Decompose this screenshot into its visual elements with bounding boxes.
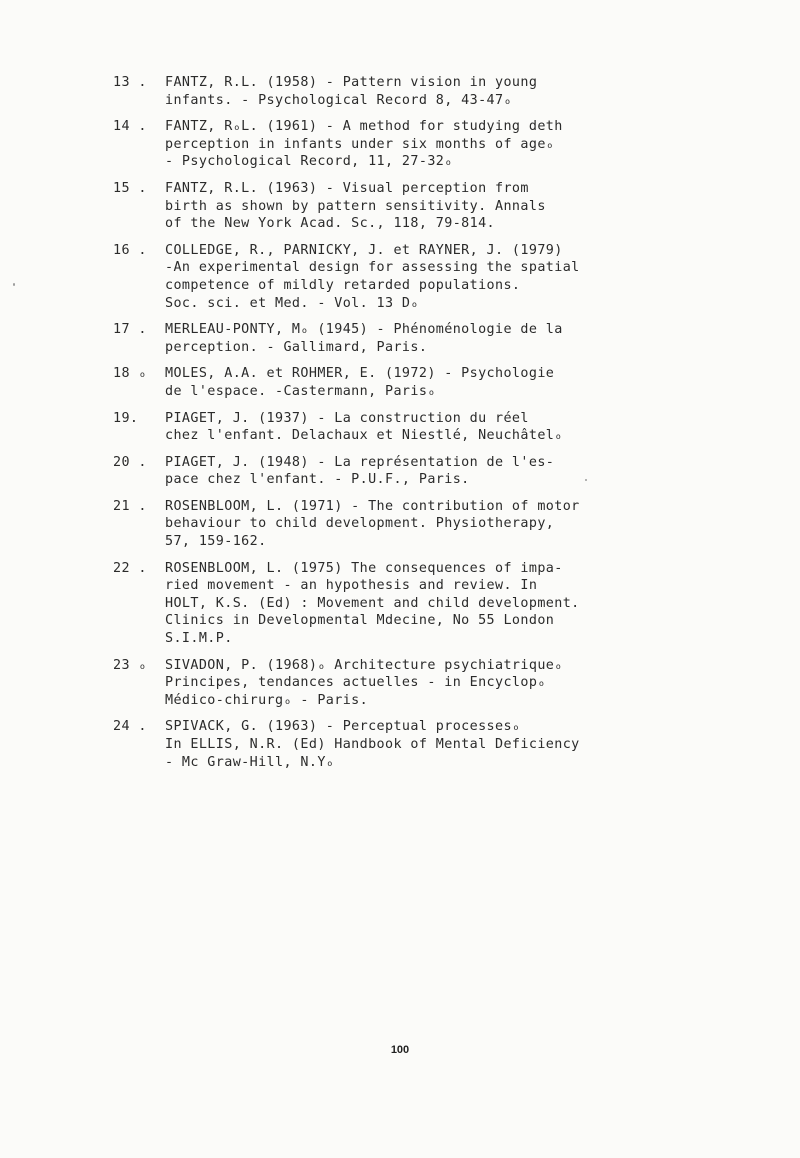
reference-line: competence of mildly retarded populations. — [165, 277, 521, 293]
reference-line: COLLEDGE, R., PARNICKY, J. et RAYNER, J. (1979) — [165, 242, 563, 258]
reference-line: perception in infants under six months of ageₒ — [165, 136, 555, 152]
reference-number: 16 . — [113, 242, 147, 258]
reference-line: SIVADON, P. (1968)ₒ Architecture psychiatriqueₒ — [165, 657, 563, 673]
reference-line: -An experimental design for assessing the spatial — [165, 260, 580, 276]
reference-line: Médico-chirurgₒ - Paris. — [165, 692, 369, 708]
reference-line: chez l'enfant. Delachaux et Niestlé, Neuchâtelₒ — [165, 428, 563, 444]
reference-line: FANTZ, RₒL. (1961) - A method for studying deth — [165, 119, 563, 135]
reference-line: - Mc Graw-Hill, N.Yₒ — [165, 754, 335, 770]
reference-text — [165, 74, 673, 109]
reference-line: S.I.M.P. — [165, 631, 233, 647]
reference-line: MOLES, A.A. et ROHMER, E. (1972) - Psychologie — [165, 366, 555, 382]
reference-number: 13 . — [113, 75, 147, 90]
reference-line: infants. - Psychological Record 8, 43-47ₒ — [165, 92, 512, 108]
reference-text — [165, 180, 673, 233]
reference-line: Soc. sci. et Med. - Vol. 13 Dₒ — [165, 295, 419, 311]
reference-item — [113, 74, 673, 109]
reference-line: In ELLIS, N.R. (Ed) Handbook of Mental Deficiency — [165, 737, 580, 752]
reference-line: 57, 159-162. — [165, 534, 267, 550]
reference-item — [113, 180, 673, 233]
reference-line: birth as shown by pattern sensitivity. Annals — [165, 198, 546, 214]
reference-item — [113, 454, 673, 489]
reference-line: PIAGET, J. (1948) - La représentation de l'es- — [165, 454, 555, 470]
reference-line: SPIVACK, G. (1963) - Perceptual processesₒ — [165, 719, 521, 735]
reference-item — [113, 242, 673, 312]
reference-number: 22 . — [113, 560, 147, 576]
reference-item — [113, 560, 673, 648]
reference-line: ROSENBLOOM, L. (1971) - The contribution of motor — [165, 498, 580, 514]
reference-line: Clinics in Developmental Mdecine, No 55 London — [165, 613, 555, 629]
reference-text — [165, 118, 673, 171]
reference-line: Principes, tendances actuelles - in Encyclopₒ — [165, 675, 546, 691]
reference-item — [113, 410, 673, 445]
reference-text — [165, 365, 673, 400]
reference-number: 19. — [113, 410, 139, 426]
reference-number: 24 . — [113, 719, 147, 735]
scan-speck — [585, 479, 587, 481]
reference-item — [113, 498, 673, 551]
reference-number: 20 . — [113, 454, 147, 470]
reference-number: 14 . — [113, 119, 147, 135]
reference-number: 15 . — [113, 180, 147, 196]
reference-item — [113, 657, 673, 710]
reference-text — [165, 560, 673, 648]
reference-line: FANTZ, R.L. (1958) - Pattern vision in young — [165, 75, 538, 90]
reference-text — [165, 718, 673, 771]
reference-item — [113, 718, 673, 771]
reference-item — [113, 321, 673, 356]
reference-line: ried movement - an hypothesis and review. In — [165, 578, 538, 594]
reference-line: MERLEAU-PONTY, Mₒ (1945) - Phénoménologie de la — [165, 322, 563, 338]
reference-number: 23 ₒ — [113, 657, 147, 673]
reference-line: ROSENBLOOM, L. (1975) The consequences of impa- — [165, 560, 563, 576]
reference-text — [165, 454, 673, 489]
reference-line: PIAGET, J. (1937) - La construction du réel — [165, 410, 529, 426]
reference-item — [113, 365, 673, 400]
reference-line: FANTZ, R.L. (1963) - Visual perception from — [165, 180, 529, 196]
reference-text — [165, 498, 673, 551]
reference-number: 18 ₒ — [113, 366, 147, 382]
reference-line: of the New York Acad. Sc., 118, 79-814. — [165, 216, 496, 232]
reference-item — [113, 118, 673, 171]
reference-line: perception. - Gallimard, Paris. — [165, 339, 428, 355]
reference-text — [165, 657, 673, 710]
reference-line: de l'espace. -Castermann, Parisₒ — [165, 383, 436, 399]
page-number: 100 — [390, 1044, 410, 1056]
reference-line: behaviour to child development. Physiotherapy, — [165, 516, 555, 532]
reference-text — [165, 321, 673, 356]
reference-text — [165, 410, 673, 445]
reference-text — [165, 242, 673, 312]
reference-number: 17 . — [113, 322, 147, 338]
scan-speck — [13, 283, 15, 286]
reference-line: - Psychological Record, 11, 27-32ₒ — [165, 154, 453, 170]
reference-number: 21 . — [113, 498, 147, 514]
reference-line: HOLT, K.S. (Ed) : Movement and child development. — [165, 595, 580, 611]
reference-line: pace chez l'enfant. - P.U.F., Paris. — [165, 472, 470, 488]
reference-list — [113, 74, 673, 780]
